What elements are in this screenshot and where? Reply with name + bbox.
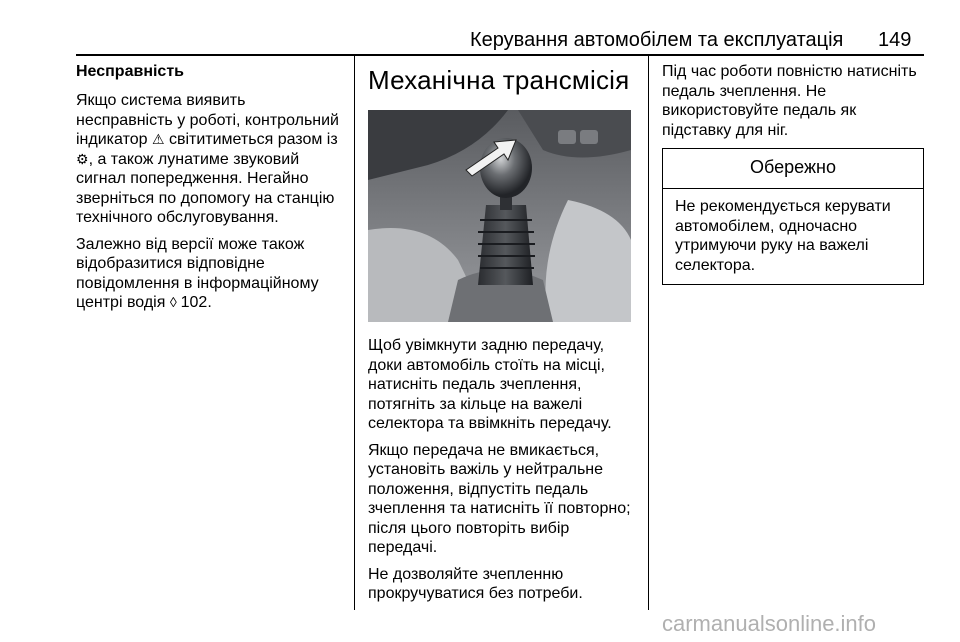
middle-column bbox=[368, 62, 638, 611]
main-heading: Механічна трансмісія bbox=[368, 65, 630, 95]
caution-title: Обережно bbox=[663, 149, 923, 189]
page-header-title: Керування автомобілем та експлуатація bbox=[470, 29, 844, 51]
gear-warning-icon: ⚙ bbox=[76, 150, 89, 167]
info-text: Залежно від версії може також відобразитися відповідне повідомлення в інформаційному центрі водія bbox=[76, 235, 319, 311]
caution-text: Не рекомендується керувати автомобілем, одночасно утримуючи руку на важелі селектора. bbox=[675, 198, 891, 274]
transmission-warning-icon: ⚠ bbox=[151, 131, 165, 147]
column-divider-right bbox=[648, 56, 649, 610]
neutral-paragraph: Якщо передача не вмикається, установіть важіль у нейтральне положення, відпустіть педаль зчеплення та натисніть її повторно; після цього повторіть вибір передачі. bbox=[368, 441, 631, 556]
right-column bbox=[662, 62, 924, 285]
header-divider bbox=[76, 54, 924, 56]
fault-text-1: Якщо система виявить несправність у роботі, контрольний індикатор bbox=[76, 92, 339, 148]
fault-paragraph bbox=[76, 91, 346, 228]
fault-text-3: , а також лунатиме звуковий сигнал попередження. Негайно зверніться по допомогу на станцію технічного обслуговування. bbox=[76, 150, 335, 226]
page-reference[interactable]: 102. bbox=[180, 294, 212, 311]
reverse-gear-paragraph: Щоб увімкнути задню передачу, доки автомобіль стоїть на місці, натисніть педаль зчеплення, потягніть за кільце на важелі селектора та ввімкніть передачу. bbox=[368, 337, 612, 432]
clutch-slip-paragraph: Не дозволяйте зчепленню прокручуватися без потреби. bbox=[368, 565, 583, 602]
column-divider-left bbox=[354, 56, 355, 610]
section-heading: Несправність bbox=[76, 63, 184, 80]
page-reference-icon: ◊ bbox=[169, 294, 181, 310]
page-number: 149 bbox=[878, 29, 912, 51]
info-paragraph bbox=[76, 235, 346, 313]
fault-text-2: світитиметься разом із bbox=[164, 131, 338, 148]
watermark: carmanualsonline.info bbox=[662, 611, 877, 636]
clutch-paragraph: Під час роботи повністю натисніть педаль зчеплення. Не використовуйте педаль як підставку для ніг. bbox=[662, 63, 917, 139]
caution-box bbox=[662, 148, 924, 285]
gear-lever-photo bbox=[368, 110, 631, 322]
left-column bbox=[76, 62, 346, 320]
